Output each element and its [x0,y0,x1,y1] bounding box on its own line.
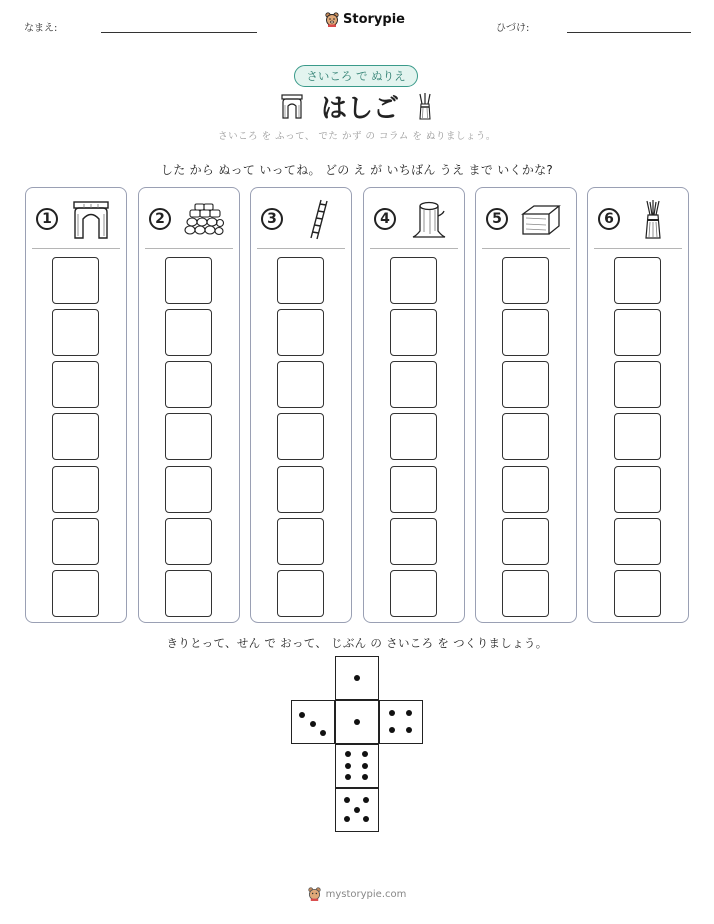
activity-tag: さいころ で ぬりえ [294,65,418,87]
color-box[interactable] [165,257,212,304]
color-box[interactable] [277,361,324,408]
dice-pip [320,730,326,736]
date-field[interactable] [567,32,691,33]
color-box[interactable] [502,518,549,565]
column-6 [587,187,689,623]
stone-arch-icon [70,198,112,240]
dice-pip [406,727,412,733]
dice-pip [363,816,369,822]
color-box[interactable] [52,309,99,356]
color-box[interactable] [502,361,549,408]
dice-pip [310,721,316,727]
color-box[interactable] [52,361,99,408]
dice-pip [344,816,350,822]
bear-icon [308,887,321,901]
column-divider [482,248,570,249]
dice-pip [362,751,368,757]
color-box[interactable] [165,518,212,565]
color-box[interactable] [165,309,212,356]
name-label: なまえ: [24,23,58,34]
color-box[interactable] [614,361,661,408]
dice-pip [344,797,350,803]
dice-face [335,744,379,788]
instruction: した から ぬって いってね。 どの え が いちばん うえ まで いくかな? [160,163,554,177]
dice-pip [354,719,360,725]
color-box[interactable] [277,309,324,356]
dice-pip [354,807,360,813]
dice-face [291,700,335,744]
color-box[interactable] [390,518,437,565]
color-box[interactable] [277,570,324,617]
column-number: 5 [486,208,508,230]
column-1 [25,187,127,623]
column-4 [363,187,465,623]
color-box[interactable] [52,570,99,617]
dice-pip [345,763,351,769]
stone-pile-icon [183,198,225,240]
subtitle: さいころ を ふって、 でた かず の コラム を ぬりましょう。 [218,131,496,142]
column-number: 1 [36,208,58,230]
dice-pip [299,712,305,718]
dice-face [335,656,379,700]
footer [0,887,714,901]
dice-pip [406,710,412,716]
color-box[interactable] [502,257,549,304]
color-box[interactable] [165,413,212,460]
dice-pip [345,751,351,757]
dice-face [335,788,379,832]
color-box[interactable] [614,518,661,565]
wheat-sheaf-icon [632,198,674,240]
dice-pip [345,774,351,780]
color-box[interactable] [165,570,212,617]
column-divider [370,248,458,249]
brand-name: Storypie [343,12,405,27]
dice-face [379,700,423,744]
color-box[interactable] [502,466,549,513]
date-label: ひづけ: [496,23,530,34]
color-box[interactable] [614,570,661,617]
stone-arch-icon [281,93,303,119]
dice-pip [389,727,395,733]
color-box[interactable] [277,518,324,565]
color-box[interactable] [277,257,324,304]
color-box[interactable] [390,257,437,304]
color-box[interactable] [390,466,437,513]
cut-instruction: きりとって、せん で おって、 じぶん の さいころ を つくりましょう。 [166,636,548,650]
color-box[interactable] [390,361,437,408]
hay-bale-icon [520,198,562,240]
column-divider [32,248,120,249]
ladder-icon [295,198,337,240]
column-number: 4 [374,208,396,230]
dice-pip [354,675,360,681]
wheat-sheaf-icon [417,92,433,120]
column-5 [475,187,577,623]
dice-pip [389,710,395,716]
brand-logo [325,12,405,27]
color-box[interactable] [502,413,549,460]
color-box[interactable] [502,309,549,356]
color-box[interactable] [52,466,99,513]
color-box[interactable] [390,570,437,617]
dice-face [335,700,379,744]
column-divider [145,248,233,249]
column-number: 3 [261,208,283,230]
color-box[interactable] [277,413,324,460]
color-box[interactable] [614,257,661,304]
column-2 [138,187,240,623]
color-box[interactable] [52,257,99,304]
column-number: 6 [598,208,620,230]
footer-url[interactable]: mystorypie.com [325,888,407,900]
color-box[interactable] [614,413,661,460]
dice-pip [362,774,368,780]
column-divider [257,248,345,249]
color-box[interactable] [52,413,99,460]
column-divider [594,248,682,249]
color-box[interactable] [614,466,661,513]
color-box[interactable] [165,361,212,408]
column-number: 2 [149,208,171,230]
color-box[interactable] [390,309,437,356]
color-box[interactable] [277,466,324,513]
color-box[interactable] [390,413,437,460]
tree-stump-icon [408,198,450,240]
name-field[interactable] [101,32,257,33]
color-box[interactable] [165,466,212,513]
color-box[interactable] [52,518,99,565]
bear-icon [325,12,339,27]
color-box[interactable] [614,309,661,356]
dice-pip [363,797,369,803]
column-3 [250,187,352,623]
color-box[interactable] [502,570,549,617]
page-title: はしご [320,93,399,124]
dice-pip [362,763,368,769]
title-row [0,88,714,124]
